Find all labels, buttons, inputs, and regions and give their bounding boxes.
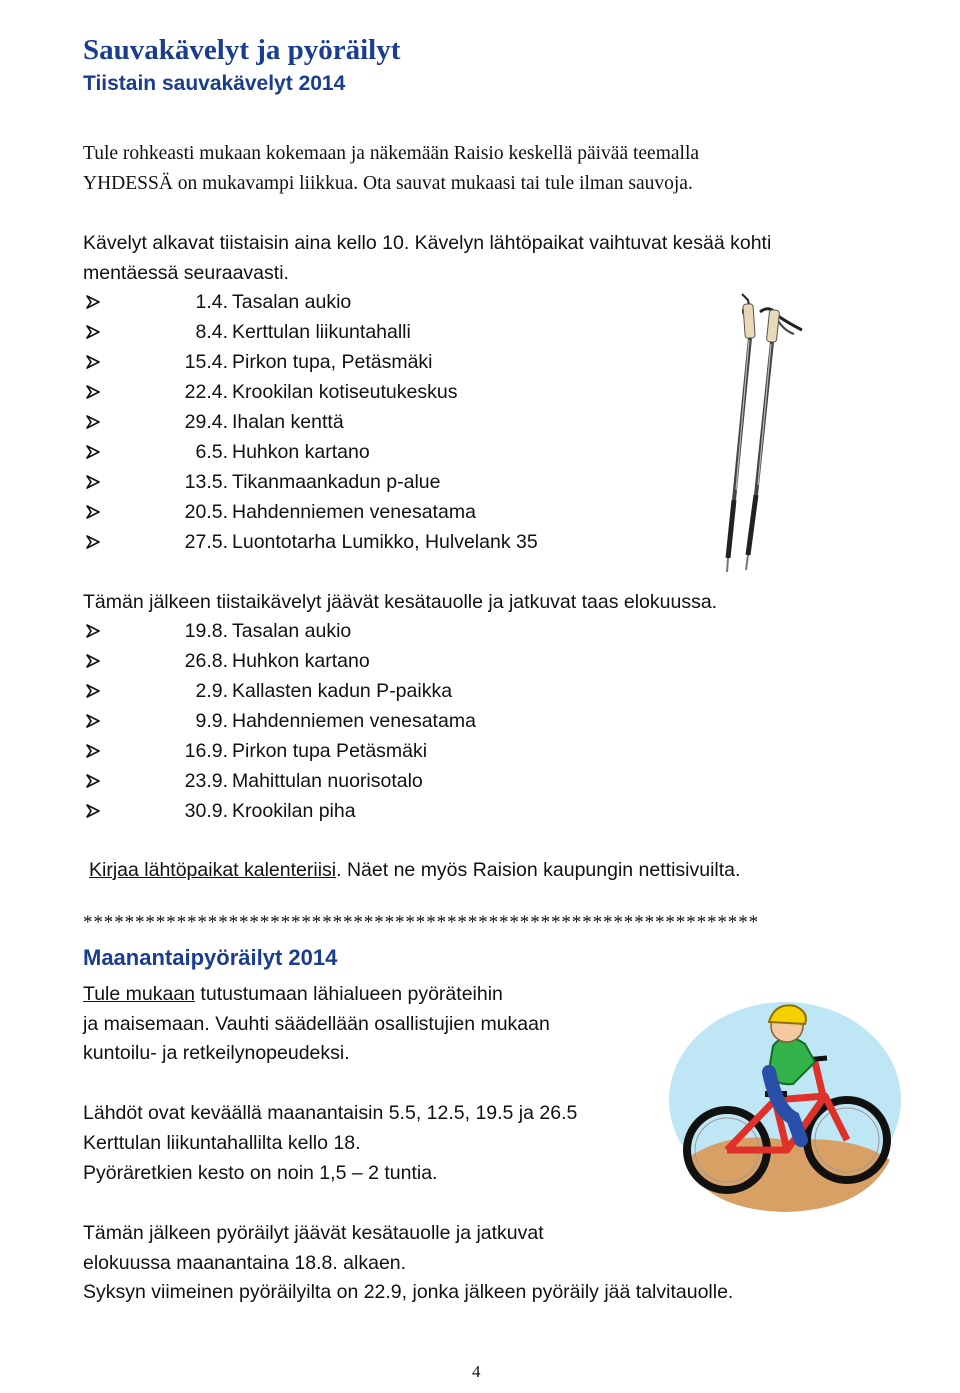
- calendar-note-underlined: Kirjaa lähtöpaikat kalenteriisi: [89, 859, 337, 881]
- arrow-bullet-icon: [86, 766, 106, 796]
- arrow-bullet-icon: [86, 527, 106, 557]
- walk-date: 8.4.: [195, 321, 228, 343]
- arrow-bullet-icon: [86, 736, 106, 766]
- cycling-intro-line-2: ja maisemaan. Vauhti säädellään osallistujien mukaan: [83, 1013, 550, 1035]
- walk-place: Krookilan kotiseutukeskus: [232, 381, 458, 403]
- cycling-start-line-1: Lähdöt ovat keväällä maanantaisin 5.5, 12.5, 19.5 ja 26.5: [83, 1102, 578, 1124]
- walking-poles-illustration: [712, 290, 822, 580]
- arrow-bullet-icon: [86, 706, 106, 736]
- arrow-bullet-icon: [86, 646, 106, 676]
- arrow-bullet-icon: [86, 437, 106, 467]
- walk-place: Hahdenniemen venesatama: [232, 501, 476, 523]
- cycling-start-line-2: Kerttulan liikuntahallilta kello 18.: [83, 1132, 361, 1154]
- walk-date: 16.9.: [184, 740, 228, 762]
- walk-date: 13.5.: [184, 471, 228, 493]
- walk-date: 19.8.: [184, 620, 228, 642]
- walk-date: 27.5.: [184, 531, 228, 553]
- cycling-intro-line-1: [83, 979, 503, 1009]
- arrow-bullet-icon: [86, 616, 106, 646]
- calendar-note-rest: . Näet ne myös Raision kaupungin nettisivuilta.: [336, 859, 741, 881]
- after-walks-text: Tämän jälkeen tiistaikävelyt jäävät kesätauolle ja jatkuvat taas elokuussa.: [83, 591, 718, 613]
- walk-date: 23.9.: [184, 770, 228, 792]
- walk-place: Hahdenniemen venesatama: [232, 710, 476, 732]
- intro-line-2: YHDESSÄ on mukavampi liikkua. Ota sauvat mukaasi tai tule ilman sauvoja.: [83, 173, 693, 194]
- walk-date: 20.5.: [184, 501, 228, 523]
- cycling-intro-line-3: kuntoilu- ja retkeilynopeudeksi.: [83, 1042, 350, 1064]
- arrow-bullet-icon: [86, 676, 106, 706]
- walk-place: Krookilan piha: [232, 800, 356, 822]
- walk-place: Tasalan aukio: [232, 291, 352, 313]
- walk-date: 6.5.: [195, 441, 228, 463]
- arrow-bullet-icon: [86, 317, 106, 347]
- walk-place: Huhkon kartano: [232, 441, 370, 463]
- walk-date: 2.9.: [195, 680, 228, 702]
- walk-place: Mahittulan nuorisotalo: [232, 770, 423, 792]
- arrow-bullet-icon: [86, 377, 106, 407]
- page-number: 4: [472, 1362, 481, 1381]
- cycling-start-line-3: Pyöräretkien kesto on noin 1,5 – 2 tuntia.: [83, 1162, 438, 1184]
- arrow-bullet-icon: [86, 497, 106, 527]
- cycling-intro-underlined: Tule mukaan: [83, 983, 196, 1005]
- start-info-line-1: Kävelyt alkavat tiistaisin aina kello 10. Kävelyn lähtöpaikat vaihtuvat kesää kohti: [83, 232, 772, 254]
- cycling-end-line-1: Tämän jälkeen pyöräilyt jäävät kesätauolle ja jatkuvat: [83, 1222, 544, 1244]
- start-info-line-2: mentäessä seuraavasti.: [83, 262, 289, 284]
- walk-place: Kallasten kadun P-paikka: [232, 680, 453, 702]
- walk-date: 26.8.: [184, 650, 228, 672]
- walk-date: 29.4.: [184, 411, 228, 433]
- intro-line-1: Tule rohkeasti mukaan kokemaan ja näkemään Raisio keskellä päivää teemalla: [83, 143, 700, 164]
- calendar-note: [89, 855, 740, 885]
- page-title: Sauvakävelyt ja pyöräilyt: [83, 34, 401, 66]
- walk-place: Luontotarha Lumikko, Hulvelank 35: [232, 531, 538, 553]
- walk-place: Huhkon kartano: [232, 650, 370, 672]
- arrow-bullet-icon: [86, 467, 106, 497]
- walk-place: Tasalan aukio: [232, 620, 352, 642]
- walk-place: Ihalan kenttä: [232, 411, 344, 433]
- walk-date: 1.4.: [195, 291, 228, 313]
- walk-place: Kerttulan liikuntahalli: [232, 321, 411, 343]
- cycling-end-line-2: elokuussa maanantaina 18.8. alkaen.: [83, 1252, 407, 1274]
- separator-stars: *****************************************************************: [83, 912, 759, 933]
- arrow-bullet-icon: [86, 796, 106, 826]
- walk-place: Pirkon tupa Petäsmäki: [232, 740, 428, 762]
- cycling-intro-rest: tutustumaan lähialueen pyöräteihin: [195, 983, 503, 1005]
- cyclist-illustration: [665, 1000, 905, 1230]
- arrow-bullet-icon: [86, 347, 106, 377]
- cycling-end-line-3: Syksyn viimeinen pyöräilyilta on 22.9, jonka jälkeen pyöräily jää talvitauolle.: [83, 1281, 734, 1303]
- walk-date: 22.4.: [184, 381, 228, 403]
- walk-date: 9.9.: [195, 710, 228, 732]
- section-title-walks: Tiistain sauvakävelyt 2014: [83, 72, 346, 95]
- arrow-bullet-icon: [86, 287, 106, 317]
- walk-date: 30.9.: [184, 800, 228, 822]
- walk-date: 15.4.: [184, 351, 228, 373]
- walk-place: Tikanmaankadun p-alue: [232, 471, 441, 493]
- arrow-bullet-icon: [86, 407, 106, 437]
- walk-place: Pirkon tupa, Petäsmäki: [232, 351, 433, 373]
- section-title-cycling: Maanantaipyöräilyt 2014: [83, 945, 338, 970]
